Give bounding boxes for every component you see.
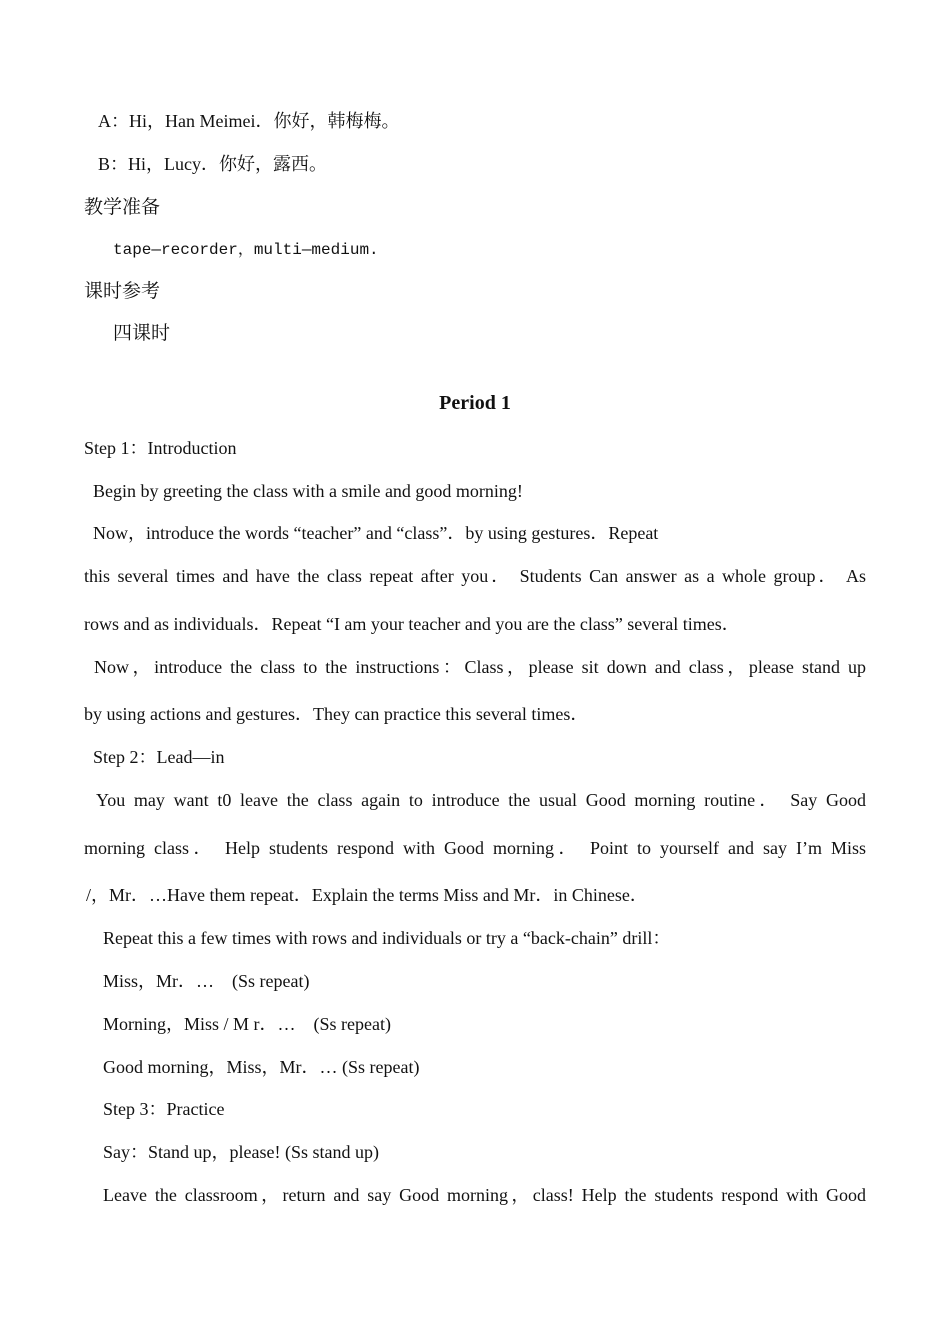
paragraph-line: /，Mr．…Have them repeat．Explain the terms Miss and Mr．in Chinese． (86, 885, 648, 905)
class-hours-heading: 课时参考 (84, 280, 161, 302)
paragraph-line: You may want t0 leave the class again to introduce the usual Good morning routine． Say Good (96, 790, 866, 810)
paragraph-line: Now，introduce the class to the instructions：Class，please sit down and class，please stand up (94, 657, 866, 677)
drill-line: Morning，Miss / M r．… (Ss repeat) (103, 1014, 391, 1034)
paragraph-line: this several times and have the class repeat after you． Students Can answer as a whole group． As (84, 566, 866, 586)
paragraph-line: Say：Stand up，please! (Ss stand up) (103, 1142, 379, 1162)
paragraph-line: Leave the classroom，return and say Good morning，class! Help the students respond with Good (103, 1185, 866, 1205)
step2-heading: Step 2：Lead—in (93, 747, 225, 767)
teaching-prep-content: tape—recorder，multi—medium. (113, 241, 379, 259)
paragraph-line: morning class． Help students respond with Good morning． Point to yourself and say I’m Miss (84, 838, 866, 858)
drill-line: Miss，Mr．… (Ss repeat) (103, 971, 310, 991)
paragraph-line: Now，introduce the words “teacher” and “class”．by using gestures．Repeat (93, 523, 659, 543)
teaching-prep-heading: 教学准备 (84, 196, 161, 218)
paragraph-line: Begin by greeting the class with a smile and good morning! (93, 481, 523, 501)
drill-line: Good morning，Miss，Mr．… (Ss repeat) (103, 1057, 420, 1077)
step3-heading: Step 3：Practice (103, 1099, 225, 1119)
paragraph-line: by using actions and gestures．They can practice this several times． (84, 704, 589, 724)
paragraph-line: rows and as individuals．Repeat “I am your teacher and you are the class” several times． (84, 614, 740, 634)
period-title: Period 1 (439, 392, 511, 414)
class-hours-content: 四课时 (113, 322, 171, 344)
dialogue-line-b: B：Hi，Lucy．你好，露西。 (98, 154, 327, 174)
step1-heading: Step 1：Introduction (84, 438, 237, 458)
paragraph-line: Repeat this a few times with rows and individuals or try a “back-chain” drill： (103, 928, 671, 948)
dialogue-line-a: A：Hi，Han Meimei．你好，韩梅梅。 (98, 111, 400, 131)
